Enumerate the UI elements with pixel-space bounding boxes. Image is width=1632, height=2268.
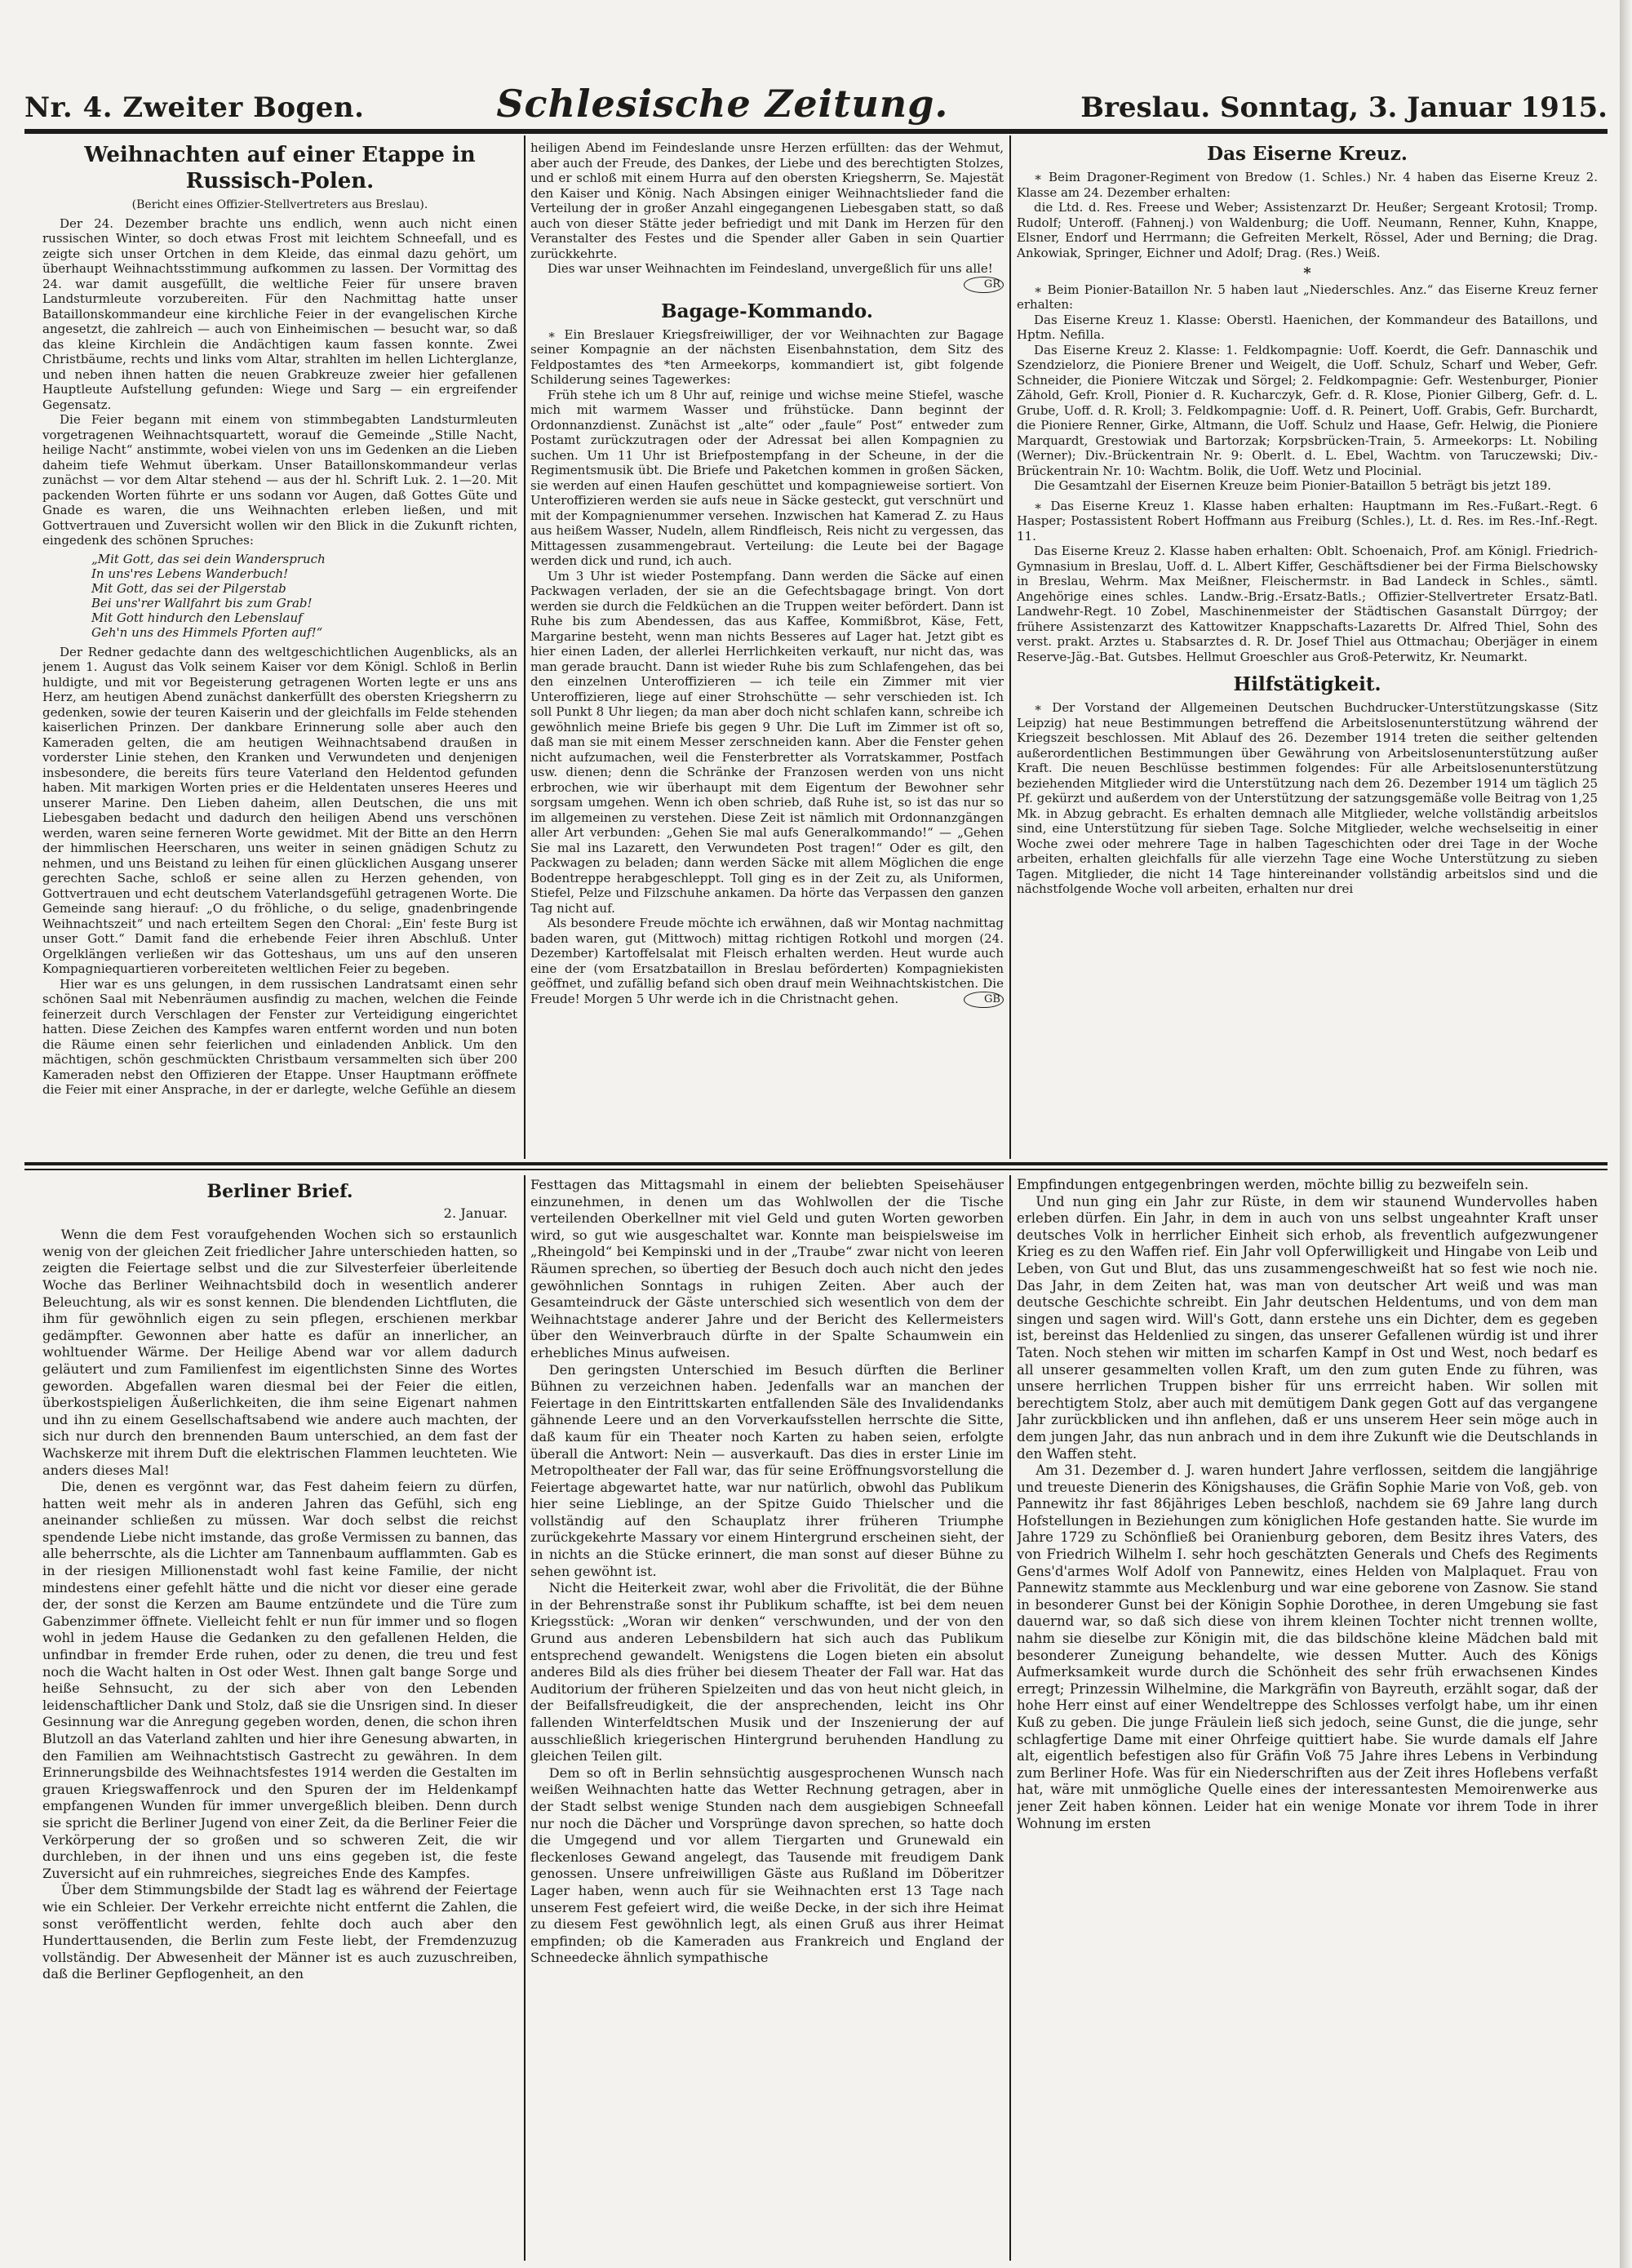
masthead-rule <box>24 129 1608 134</box>
paragraph-text: Beim Dragoner-Regiment von Bredow (1. Schles.) Nr. 4 haben das Eiserne Kreuz 2. Klasse am 24. Dezember erhalten: <box>1017 170 1598 200</box>
paragraph: Der Redner gedachte dann des weltgeschichtlichen Augenblicks, als an jenem 1. August das Volk seinem Kaiser vor dem Königl. Schloß in Berlin huldigte, und mit vor Begeisterung getragenen Worten legte er uns ans Herz, am heutigen Abend zunächst dankerfüllt des obersten Kriegsherrn zu gedenken, sowie der teuren Kaiserin und der gleichfalls im Felde stehenden kaiserlichen Prinzen. Der dankbare Erinnerung solle aber auch den Kameraden gelten, die am heutigen Weihnachtsabend draußen in vorderster Linie stehen, den Kranken und Verwundeten und denjenigen insbesondere, die bereits fürs teure Vaterland den Heldentod gefunden haben. Mit markigen Worten pries er die Heldentaten unseres Heeres und unserer Marine. Den Lieben daheim, allen Deutschen, die uns mit Liebesgaben bedacht und dadurch den heiligen Abend uns verschönen werden, waren seine ferneren Worte gewidmet. Mit der Bitte an den Herrn der himmlischen Heerscharen, uns weiter in seinen gnädigen Schutz zu nehmen, und uns Beistand zu leihen für einen glücklichen Ausgang unserer gerechten Sache, schloß er seine allen zu Herzen gehenden, von Gottvertrauen und echt deutschem Vaterlandsgefühl getragenen Worte. Die Gemeinde sang hierauf: „O du fröhliche, o du selige, gnadenbringende Weihnachtszeit“ und nach erteiltem Segen den Choral: „Ein' feste Burg ist unser Gott.“ Damit fand die erhebende Feier ihren Abschluß. Unter Orgelklängen verließen wir das Gotteshaus, um uns auf den unseren Kompagniequartieren vorbereiteten weltlichen Feier zu begeben. <box>42 644 517 976</box>
asterisk: ∗ <box>548 326 565 342</box>
place-date: Breslau. Sonntag, 3. Januar 1915. <box>1080 91 1608 124</box>
poem-line: „Mit Gott, das sei dein Wanderspruch <box>91 551 326 566</box>
article-berliner-brief-end <box>1017 1177 1598 2262</box>
paragraph-text: Der Vorstand der Allgemeinen Deutschen Buchdrucker-Unterstützungskasse (Sitz Leipzig) hat neue Bestimmungen betreffend die Arbeitslosenunterstützung während der Kriegszeit beschlossen. Mit Ablauf des 26. Dezember 1914 treten die seither geltenden außerordentlichen Bestimmungen über Gewährung von Arbeitslosenunterstützung außer Kraft. Die neuen Beschlüsse bestimmen folgendes: Für alle Arbeitslosenunterstützung beziehenden Mitglieder wird die Unterstützung nach dem 26. Dezember 1914 um täglich 25 Pf. gekürzt und außerdem von der Unterstützung der satzungsgemäße volle Beitrag von 1,25 Mk. in Abzug gebracht. Es erhalten demnach alle Mitglieder, welche vollständig arbeitslos sind, eine Unterstützung für sieben Tage. Solche Mitglieder, welche wechselseitig in einer Woche zwei oder mehrere Tage in halben Tageschichten oder drei Tage in der Woche arbeiten, erhalten gleichfalls für alle vierzehn Tage eine Woche Unterstützung zu sieben Tagen. Mitglieder, die nicht 14 Tage hintereinander vollständig arbeitslos sind und die nächstfolgende Woche voll arbeiten, erhalten nur drei <box>1017 700 1598 896</box>
article-title: Berliner Brief. <box>206 1181 353 1202</box>
asterisk: ∗ <box>1034 700 1053 715</box>
article-weihnachten <box>42 140 517 1159</box>
paragraph <box>1017 282 1598 313</box>
poem-line: Mit Gott hindurch den Lebenslauf <box>91 610 303 625</box>
issue-number: Nr. 4. Zweiter Bogen. <box>24 91 365 124</box>
article-title: Weihnachten auf einer Etappe in Russisch-Polen. <box>84 143 476 193</box>
paragraph <box>1017 700 1598 897</box>
article-eisernes-kreuz <box>1017 140 1598 1159</box>
asterisk: ∗ <box>1034 498 1051 513</box>
paragraph: Die Feier begann mit einem von stimmbegabten Landsturmleuten vorgetragenen Weihnachtsquartett, worauf die Gemeinde „Stille Nacht, heilige Nacht“ anstimmte, wobei vielen von uns im Gedenken an die Lieben daheim tiefe Wehmut überkam. Unser Bataillonskommandeur verlas zunächst — vor dem Altar stehend — aus der hl. Schrift Luk. 2. 1—20. Mit packenden Worten führte er uns sodann vor Augen, daß Gottes Güte und Gnade es waren, die uns Weihnachten erleben ließen, und mit Gottvertrauen und Zuversicht wollen wir den Blick in die Zukunft richten, eingedenk des schönen Spruches: <box>42 412 517 548</box>
article-byline: (Bericht eines Offizier-Stellvertreters aus Breslau). <box>131 198 428 211</box>
paragraph <box>1017 170 1598 200</box>
article-title: Bagage-Kommando. <box>661 300 873 322</box>
paragraph: Den geringsten Unterschied im Besuch dürften die Berliner Bühnen zu verzeichnen haben. Jedenfalls war an manchen der Feiertage in den Eintrittskarten entfallenden Säle des Invalidendanks gähnende Leere und an den Vorverkaufsstellen herrschte die Sitte, daß kaum für ein Theater noch Karten zu haben seien, erfolgte überall die Antwort: Nein — ausverkauft. Das dies in erster Linie im Metropoltheater der Fall war, das für seine Eröffnungsvorstellung die Feiertage abgewartet hatte, war nur natürlich, obwohl das Publikum hier seine Lieblinge, an der Spitze Guido Thielscher und die vollständig auf den Schauplatz ihrer früheren Triumphe zurückgekehrte Massary vor einem Hintergrund erscheinen sieht, der in nichts an die Stücke erinnert, die man sonst auf dieser Bühne zu sehen gewöhnt ist. <box>530 1361 1004 1579</box>
section-rule <box>24 1162 1608 1165</box>
poem-line: Mit Gott, das sei der Pilgerstab <box>91 580 286 596</box>
paragraph: Empfindungen entgegenbringen werden, möchte billig zu bezweifeln sein. <box>1017 1177 1529 1192</box>
poem-line: In uns'res Lebens Wanderbuch! <box>91 566 289 581</box>
paragraph-text: Das Eiserne Kreuz 1. Klasse haben erhalten: Hauptmann im Res.-Fußart.-Regt. 6 Hasper; Postassistent Robert Hoffmann aus Freiburg (Schles.), Lt. d. Res. im Res.-Inf.-Regt. 11. <box>1017 498 1598 544</box>
paragraph-text: Beim Pionier-Bataillon Nr. 5 haben laut „Niederschles. Anz.“ das Eiserne Kreuz ferner erhalten: <box>1017 282 1598 312</box>
poem <box>91 552 517 640</box>
section-rule <box>24 1169 1608 1170</box>
paragraph: Und nun ging ein Jahr zur Rüste, in dem wir staunend Wundervolles haben erleben dürfen. Ein Jahr, in dem in auch von uns selbst ungeahnter Kraft unser deutsches Volk in herrlicher Einheit sich erhob, als freventlich aufgezwungener Krieg es zu den Waffen rief. Ein Jahr voll Opferwilligkeit und Hingabe von Leib und Leben, von Gut und Blut, das uns zusammengeschweißt hat so fest wie noch nie. Das Jahr, in dem Zeiten hat, was man von deutscher Art weiß und was man deutsche Geschichte schreibt. Ein Jahr deutschen Heldentums, und von dem man singen und sagen wird. Will's Gott, dann erstehe uns ein Dichter, dem es gegeben ist, bereinst das Heldenlied zu singen, das unserer Gefallenen würdig ist und ihrer Taten. Noch stehen wir mitten im scharfen Kampf in Ost und West, noch bedarf es all unserer gesammelten vollen Kraft, um den zum guten Ende zu führen, was unsere herrlichen Truppen bisher für uns errreicht haben. Wir sollen mit berechtigtem Stolz, aber auch mit demütigem Dank gegen Gott auf das vergangene Jahr zurückblicken und ihn anflehen, daß er uns unserem Heer sein möge auch in dem jungen Jahr, das nun anbrach und in dem ihre Zukunft wie die Deutschlands in den Waffen steht. <box>1017 1193 1598 1462</box>
article-berliner-brief <box>42 1177 517 2262</box>
newspaper-title: Schlesische Zeitung. <box>496 82 949 126</box>
closing-line: Dies war unser Weihnachten im Feindesland, unvergeßlich für uns alle! <box>548 261 993 276</box>
paragraph: Das Eiserne Kreuz 2. Klasse haben erhalten: Oblt. Schoenaich, Prof. am Königl. Friedrich-Gymnasium in Breslau, Uoff. d. L. Albert Kiffer, Geschäftsdiener bei der Firma Bielschowsky in Breslau, Wehrm. Max Meißner, Fleischermstr. in Bad Landeck in Schles., sämtl. Angehörige eines schles. Landw.-Brig.-Ersatz-Batls.; Offizier-Stellvertreter Ersatz-Batl. Landwehr-Regt. 10 Zobel, Maschinenmeister der Städtischen Gasanstalt Dürrgoy; der frühere Assistenzarzt des Kattowitzer Knappschafts-Lazaretts Dr. Alfred Thiel, Sohn des verst. prakt. Arztes u. Stabsarztes d. R. Dr. Josef Thiel aus Ottmachau; Oberjäger in einem Reserve-Jäg.-Bat. Gutsbes. Hellmut Groeschler aus Groß-Peterwitz, Kr. Neumarkt. <box>1017 544 1598 664</box>
paragraph <box>530 261 1004 291</box>
paragraph <box>530 916 1004 1006</box>
paragraph: Die Gesamtzahl der Eisernen Kreuze beim Pionier-Bataillon 5 beträgt bis jetzt 189. <box>1034 478 1552 493</box>
paragraph: heiligen Abend im Feindeslande unsre Herzen erfüllten: das der Wehmut, aber auch der Freude, des Dankes, der Liebe und des berechtigten Stolzes, und er schloß mit einem Hurra auf den obersten Kriegsherrn, Se. Majestät den Kaiser und König. Nach Absingen einiger Weihnachtslieder fand die Verteilung der in großer Anzahl eingegangenen Liebesgaben statt, so daß auch von dieser Stätte jeder befriedigt und mit Dank im Herzen für den Veranstalter des Festes und die Spender aller Gaben in sein Quartier zurückkehrte. <box>530 140 1004 261</box>
article-title: Das Eiserne Kreuz. <box>1207 143 1408 165</box>
asterisk: ∗ <box>1034 170 1049 184</box>
paragraph <box>1017 499 1598 544</box>
author-mark: GR <box>964 277 1004 294</box>
paragraph: Die, denen es vergönnt war, das Fest daheim feiern zu dürfen, hatten weit mehr als in anderen Jahren das Gefühl, sich eng aneinander schließen zu müssen. War doch selbst die reichst spendende Liebe nicht imstande, das große Vermissen zu bannen, das alle beherrschte, als die Lichter am Tannenbaum aufflammten. Gab es in der riesigen Millionenstadt wohl fast keine Familie, der nicht mindestens einer gefehlt hätte und die nicht vor dieser eine gerade der, der sonst die Kerzen am Baume entzündete und die Türe zum Gabenzimmer öffnete. Vielleicht fehlt er nun für immer und so flogen wohl in jedem Hause die Gedanken zu den gefallenen Helden, die unfindbar in fremder Erde ruhen, oder zu denen, die treu und fest noch die Wacht halten in Ost oder West. Ihnen galt bange Sorge und heiße Sehnsucht, zu der sich aber von den Lebenden leidenschaftlicher Dank und Stolz, daß sie die Unsrigen sind. In dieser Gesinnung war die Anregung gegeben worden, denen, die schon ihren Blutzoll an das Vaterland zahlten und hier ihre Genesung abwarten, in den Familien am Weihnachtstisch Gastrecht zu gewähren. In dem Erinnerungsbilde des Weihnachtsfestes 1914 werden die Gestalten im grauen Kriegswaffenrock und den Spuren der im Heldenkampf empfangenen Wunden für immer unvergeßlich bleiben. Denn durch sie spricht die Berliner Jugend von einer Zeit, da die Berliner Feier die Verkörperung der so großen und so schweren Zeit, die wir durchleben, in der ihnen und uns eins gegeben ist, die feste Zuversicht auf ein ruhmreiches, siegreiches Ende des Kampfes. <box>42 1479 517 1881</box>
separator-star: ∗ <box>1302 262 1313 279</box>
article-berliner-brief-cont <box>530 1177 1004 2262</box>
article-bagage-column <box>530 140 1004 1159</box>
column-rule <box>524 1175 526 2261</box>
paragraph: Früh stehe ich um 8 Uhr auf, reinige und wichse meine Stiefel, wasche mich mit warmem Wasser und frühstücke. Dann beginnt der Ordonnanzdienst. Zunächst ist „alte“ oder „faule“ Post“ entweder zum Postamt zurückzutragen oder der Adressat bei allen Kompagnien zu suchen. Um 11 Uhr ist Briefpostempfang in der Scheune, in der die Regimentsmusik übt. Die Briefe und Paketchen kommen in großen Säcken, sie werden auf einen Haufen geschüttet und kompagnieweise sortiert. Von Unteroffizieren werden sie aufs neue in Säcke gesteckt, gut verschnürt und mit der Kompagnienummer versehen. Inzwischen hat Kamerad Z. zu Haus aus heißem Wasser, Nudeln, allem Rindfleisch, Reis nicht zu vergessen, das Mittagessen zusammengebraut. Verteilung: die Leute bei der Bagage werden dick und rund, ich auch. <box>530 387 1004 568</box>
article-date: 2. Januar. <box>443 1205 508 1221</box>
paragraph: Festtagen das Mittagsmahl in einem der beliebten Speisehäuser einzunehmen, in denen um das Wohlwollen der die Tische verteilenden Oberkellner mit viel Geld und guten Worten geworben wird, so gut wie ausgeschaltet war. Konnte man beispielsweise im „Rheingold“ bei Kempinski und in der „Traube“ zwar nicht von leeren Räumen sprechen, so übertieg der Besuch doch auch nicht den jedes gewöhnlichen Sonntags in ruhigen Zeiten. Aber auch der Gesamteindruck der Gäste unterschied sich wesentlich von dem der Weihnachtstage anderer Jahre und der Bericht des Kellermeisters über den Weinverbrauch dürfte in der Spalte Schaumwein ein erhebliches Minus aufweisen. <box>530 1177 1004 1360</box>
masthead <box>24 82 1608 126</box>
paragraph-text: Als besondere Freude möchte ich erwähnen, daß wir Montag nachmittag baden waren, gut (Mittwoch) mittag richtigen Rotkohl und morgen (24. Dezember) Kartoffelsalat mit Fleisch erhalten werden. Heut wurde auch eine der (vom Ersatzbataillon in Breslau beförderten) Kompagniekisten geöffnet, und zufällig befand sich oben drauf mein Weihnachtskistchen. Die Freude! Morgen 5 Uhr werde ich in die Christnacht gehen. <box>530 916 1004 1006</box>
paragraph: Das Eiserne Kreuz 1. Klasse: Oberstl. Haenichen, der Kommandeur des Bataillons, und Hptm. Nefilla. <box>1017 312 1598 342</box>
paragraph: Dem so oft in Berlin sehnsüchtig ausgesprochenen Wunsch nach weißen Weihnachten hatte das Wetter Rechnung getragen, aber in der Stadt selbst wenige Stunden nach dem ausgiebigen Schneefall nur noch die Dächer und Vorsprünge davon sprechen, so hatte doch die Umgegend und vor allem Tiergarten und Grunewald ein fleckenloses Gewand angelegt, das Tausende mit freudigem Dank genossen. Unsere unfreiwilligen Gäste aus Rußland im Döberitzer Lager haben, wenn auch für sie Weihnachten erst 13 Tage nach unserem Fest gefeiert wird, die weiße Decke, in der sich ihre Heimat zu diesem Fest gewöhnlich legt, als einen Gruß aus ihrer Heimat empfinden; ob die Kameraden aus Frankreich und England der Schneedecke ähnlich sympathische <box>530 1764 1004 1966</box>
paragraph-text: Ein Breslauer Kriegsfreiwilliger, der vor Weihnachten zur Bagage seiner Kompagnie an der nächsten Eisenbahnstation, dem Sitz des Feldpostamtes des *ten Armeekorps, kommandiert ist, gibt folgende Schilderung seines Tagewerkes: <box>530 326 1004 387</box>
paragraph: Wenn die dem Fest voraufgehenden Wochen sich so erstaunlich wenig von der gleichen Zeit friedlicher Jahre unterschieden hatten, so zeigten die Feiertage selbst und die zur Silvesterfeier überleitende Woche das Berliner Weihnachtsbild doch in wesentlich anderer Beleuchtung, als wir es sonst kennen. Die blendenden Lichtfluten, die ihm für gewöhnlich eigen zu sein pflegen, erschienen merkbar gedämpfter. Gewonnen aber hatte es dafür an innerlicher, an wohltuender Wärme. Der Heilige Abend war vor allem dadurch geläutert und zum Familienfest im eigentlichsten Sinne des Wortes geworden. Abgefallen waren diesmal bei der Feier die eitlen, überkostspieligen Äußerlichkeiten, die ihm seine Eigenart nahmen und ihn zu einem Gesellschaftsabend wie andere auch machten, der sich nur durch den brennenden Baum unterschied, an dem fast der Wachskerze mit ihrem Duft die elektrischen Flammen leuchteten. Wie anders dieses Mal! <box>42 1227 517 1478</box>
column-rule <box>524 135 526 1159</box>
poem-line: Geh'n uns des Himmels Pforten auf!“ <box>91 624 323 640</box>
page-edge <box>1620 0 1632 2268</box>
poem-line: Bei uns'rer Wallfahrt bis zum Grab! <box>91 595 313 610</box>
author-mark: GB <box>964 992 1004 1009</box>
paragraph: Nicht die Heiterkeit zwar, wohl aber die Frivolität, die der Bühne in der Behrenstraße sonst ihr Publikum schaffte, ist bei dem neuen Kriegsstück: „Woran wir denken“ verschwunden, und der von den Grund aus anderen Lebensbildern hat sich auch das Publikum entsprechend gewandelt. Wenigstens die Logen bieten ein absolut anderes Bild als dies früher bei diesem Theater der Fall war. Hat das Auditorium der früheren Spielzeiten und das von heut nicht gleich, in der Beifallsfreudigkeit, die der ansprechenden, leicht ins Ohr fallenden Winterfeldtschen Musik und der Inszenierung der auf ausschließlich kriegerischen Hintergrund beruhenden Handlung zu gleichen Teilen gilt. <box>530 1580 1004 1764</box>
paragraph: Hier war es uns gelungen, in dem russischen Landratsamt einen sehr schönen Saal mit Nebenräumen ausfindig zu machen, welchen die Feinde feinerzeit durch Verschlagen der Fenster zur Verteidigung eingerichtet hatten. Diese Zeichen des Kampfes waren entfernt worden und nun boten die Räume einen sehr feierlichen und einladenden Anblick. Um den mächtigen, schön geschmückten Christbaum versammelten sich über 200 Kameraden nebst den Offizieren der Etappe. Unser Hauptmann eröffnete die Feier mit einer Ansprache, in der er darlegte, welche Gefühle an diesem <box>42 976 517 1097</box>
article-title: Hilfstätigkeit. <box>1233 673 1381 695</box>
paragraph: Um 3 Uhr ist wieder Postempfang. Dann werden die Säcke auf einen Packwagen verladen, der sie an die Gefechtsbagage bringt. Von dort werden sie durch die Feldküchen an die Truppen weiter befördert. Dann ist Ruhe bis zum Abendessen, das aus Kaffee, Kommißbrot, Käse, Fett, Margarine besteht, wenn man nichts Besseres auf Lager hat. Jetzt gibt es hier einen Laden, der allerlei Herrlichkeiten verkauft, nur nicht das, was man gerade braucht. Dann ist wieder Ruhe bis zum Schlafengehen, das bei den einzelnen Unteroffizieren — ich teile ein Zimmer mit vier Unteroffizieren, liege auf einer Strohschütte — sehr verschieden ist. Ich soll Punkt 8 Uhr liegen; da man aber doch nicht schlafen kann, schreibe ich gewöhnlich meine Briefe bis gegen 9 Uhr. Die Luft im Zimmer ist oft so, daß man sie mit einem Messer zerschneiden kann. Aber die Fenster gehen nicht aufzumachen, weil die Fensterbretter als Vorratskammer, Postfach usw. dienen; denn die Schränke der Franzosen werden von uns nicht erbrochen, wie wir überhaupt mit dem Eigentum der Bewohner sehr sorgsam umgehen. Wenn ich oben schrieb, daß Ruhe ist, so ist das nur so im allgemeinen zu verstehen. Diese Zeit ist nämlich mit Ordonnanzgängen aller Art verbunden: „Gehen Sie mal aufs Generalkommando!“ — „Gehen Sie mal ins Lazarett, den Verwundeten Post tragen!“ Oder es gilt, den Packwagen zu beladen; dann werden Säcke mit allem Möglichen die enge Bodentreppe herabgeschleppt. Toll ging es in der Zeit zu, als Uniformen, Stiefel, Pelze und Filzschuhe ankamen. Da hörte das Verpassen den ganzen Tag nicht auf. <box>530 568 1004 916</box>
paragraph: Das Eiserne Kreuz 2. Klasse: 1. Feldkompagnie: Uoff. Koerdt, die Gefr. Dannaschik und Szendzielorz, die Pioniere Brener und Weigelt, die Uoff. Schulz, Scharf und Weber, Gefr. Schneider, die Pioniere Witczak und Sörgel; 2. Feldkompagnie: Gefr. Westenburger, Pionier Zähold, Gefr. Kroll, Pionier d. R. Kucharczyk, Gefr. d. R. Klose, Pionier Gilberg, Gefr. d. L. Grube, Uoff. d. R. Kroll; 3. Feldkompagnie: Uoff. d. R. Peinert, Uoff. Grabis, Gefr. Burchardt, die Pioniere Renner, Girke, Altmann, die Uoff. Schulz und Haase, Gefr. Helwig, die Pioniere Marquardt, Grestowiak und Bartorzak; Korpsbrücken-Train, 5. Armeekorps: Lt. Nobiling (Werner); Div.-Brückentrain Nr. 9: Oberlt. d. L. Ebel, Wachtm. von Taruczewski; Div.-Brückentrain Nr. 10: Wachtm. Bolik, die Uoff. Wetz und Plocinial. <box>1017 342 1598 478</box>
column-rule <box>1009 1175 1011 2261</box>
paragraph: Der 24. Dezember brachte uns endlich, wenn auch nicht einen russischen Winter, so doch etwas Frost mit leichtem Schneefall, und es zeigte sich unser Ortchen in dem Kleide, das einmal dazu gehört, um überhaupt Weihnachtsstimmung aufkommen zu lassen. Der Vormittag des 24. war damit ausgefüllt, die weltliche Feier für unsere braven Landsturmleute vorzubereiten. Für den Nachmittag hatte unser Bataillonskommandeur eine kirchliche Feier in der evangelischen Kirche angesetzt, die zahlreich — auch von Einheimischen — besucht war, so daß das kleine Kirchlein die Andächtigen kaum fassen konnte. Zwei Christbäume, rechts und links vom Altar, strahlten im hellen Lichterglanze, und neben ihnen hatten die neuen Grabkreuze zweier hier gefallenen Hauptleute Aufstellung gefunden: Wiege und Sarg — ein ergreifender Gegensatz. <box>42 215 517 412</box>
paragraph <box>530 327 1004 388</box>
asterisk: ∗ <box>1034 282 1048 297</box>
paragraph: Über dem Stimmungsbilde der Stadt lag es während der Feiertage wie ein Schleier. Der Verkehr erreichte nicht entfernt die Zahlen, die sonst veröffentlicht werden, fehlte doch auch aber den Hunderttausenden, die Berlin zum Feste liebt, der Fremdenzuzug vollständig. Der Abwesenheit der Männer ist es auch zuzuschreiben, daß die Berliner Gepflogenheit, an den <box>42 1882 517 1982</box>
paragraph: die Ltd. d. Res. Freese und Weber; Assistenzarzt Dr. Heußer; Sergeant Krotosil; Tromp. Rudolf; Unteroff. (Fahnenj.) von Waldenburg; die Uoff. Neumann, Renner, Kuhn, Knappe, Elsner, Endorf und Herrmann; die Gefreiten Merkelt, Rössel, Ader und Berning; die Drag. Ankowiak, Springer, Eichner und Adolf; Drag. (Res.) Weiß. <box>1017 200 1598 260</box>
column-rule <box>1009 135 1011 1159</box>
paragraph: Am 31. Dezember d. J. waren hundert Jahre verflossen, seitdem die langjährige und treueste Dienerin des Königshauses, die Gräfin Sophie Marie von Voß, geb. von Pannewitz ihr fast 86jähriges Leben beschloß, nachdem sie 69 Jahre lang durch Hofstellungen in Beziehungen zum königlichen Hofe gestanden hatte. Sie wurde im Jahre 1729 zu Schönfließ bei Oranienburg geboren, dem Besitz ihres Vaters, des von Friedrich Wilhelm I. sehr hoch geschätzten Generals und Chefs des Regiments Gens'd'armes Wolf Adolf von Pannewitz, eines Helden von Malplaquet. Frau von Pannewitz stammte aus Mecklenburg und war eine geborene von Zasnow. Sie stand in besonderer Gunst bei der Königin Sophie Dorothee, in deren Umgebung sie fast dauernd war, so daß sich diese von ihrem kleinen Tochter nicht trennen wollte, nahm sie dieselbe zur Königin mit, die das bildschöne kleine Mädchen bald mit besonderer Zuneigung behandelte, wie dessen Mutter. Auch des Königs Aufmerksamkeit wurde durch die Schönheit des sehr früh erwachsenen Kindes erregt; Prinzessin Wilhelmine, die Markgräfin von Bayreuth, erzählt sogar, daß der hohe Herr einst auf einer Wendeltreppe des Schlosses verfolgt habe, um ihr einen Kuß zu geben. Die junge Fräulein ließ sich jedoch, seine Gunst, die die junge, sehr schlagfertige Dame mit einer Ohrfeige quittiert habe. Sie wurde damals elf Jahre alt, eigentlich befestigen also für Gräfin Voß 75 Jahre ihres Lebens in Verbindung zum Berliner Hofe. Was für ein Niederschriften aus der Zeit ihres Hoflebens verfaßt hat, wäre mit unmögliche Quelle eines der interessantesten Memoirenwerke aus jener Zeit haben können. Leider hat ein wenige Monate vor ihrem Tode in ihrer Wohnung im ersten <box>1017 1462 1598 1831</box>
